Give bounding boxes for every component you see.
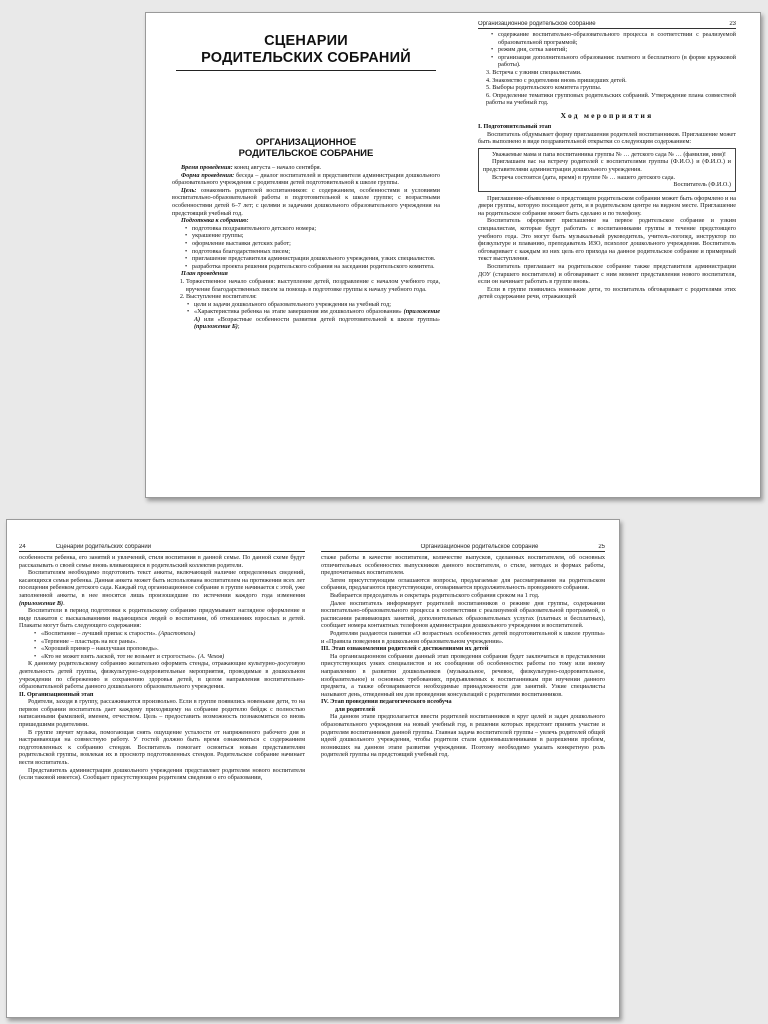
paragraph: К данному родительскому собранию желательно оформить стенды, отражающие культурно-досуговую деятельность детей группы, физкультурно-оздоровительные мероприятия, проводимые в дошкольном учреждении по сбережению и сохранению здоровья детей, в целом направления воспитательно-образовательной работы данного дошкольного образовательного учреждения.	[19, 660, 305, 691]
top-spread	[145, 12, 761, 498]
list-item: • режим дня, сетка занятий;	[498, 46, 736, 54]
running-header	[321, 544, 605, 552]
paragraph: стаже работы в качестве воспитателя, количестве выпусков, сделанных воспитателем, об основных отличительных особенностях выпускников данного воспитателя, о стиле, методах и формах работы, предпочитаемых воспитателем.	[321, 554, 605, 577]
page-23	[478, 21, 736, 301]
section-title-line-1: ОРГАНИЗАЦИОННОЕ	[255, 137, 357, 148]
paragraph: Воспитатель оформляет приглашение на первое родительское собрание и узким специалистам, которые будут работать с воспитанниками группы в течение предстоящего учебного года. Это могут быть музыкальный руководитель, учитель-логопед, инструктор по физкультуре и плаванию, преподаватель ИЗО, психолог дошкольного учреждения. Воспитатель обговаривает с каждым из них цель его прихода на данное родительское собрание и примерный текст выступления.	[478, 217, 736, 263]
stage-2-heading: II. Организационный этап	[19, 690, 94, 698]
chapter-title-line-2: РОДИТЕЛЬСКИХ СОБРАНИЙ	[201, 50, 411, 66]
goal-paragraph	[172, 187, 440, 217]
paragraph: Представитель администрации дошкольного учреждения представляет родителям нового воспитателя (если таковой имеется). Сообщает присутствующим родителям сведения о его образовании,	[19, 766, 305, 782]
list-item: • приглашение представителя администрации дошкольного учреждения, узких специалистов.	[192, 255, 440, 263]
list-item: • организация дополнительного образования: платного и бесплатного (в форме кружковой работы).	[498, 54, 736, 69]
paragraph: Если в группе появились новенькие дети, то воспитатель обговаривает с родителями этих детей содержание речи, отражающей	[478, 285, 736, 301]
list-item	[186, 293, 440, 331]
paragraph: На данном этапе предполагается ввести родителей воспитанников в круг целей и задач дошкольного образовательного учреждения на новый учебный год, в решении которых предстоит принять участие и родителям воспитанников данной группы. Главная задача воспитателей группы – увлечь родителей общей идеей дошкольного учреждения, чтобы родители стали единомышленниками в разрешении проблем, возникших на данном этапе развития учреждения. Поэтому необходимо указать конкретную роль родителей группы на предстоящий учебный год.	[321, 713, 605, 759]
running-header	[478, 21, 736, 29]
plan-heading: План проведения	[181, 270, 228, 278]
invitation-line: Уважаемые мама и папа воспитанника группы № … детского сада № … (фамилия, имя)!	[492, 150, 726, 158]
quote-author: (А. Чехов)	[197, 652, 225, 660]
appendix-ref: (приложение Б)	[194, 323, 238, 331]
stage-4-heading: IV. Этап проведения педагогического всеобуча	[321, 698, 452, 706]
quotes-list	[19, 630, 305, 660]
paragraph: Воспитатель приглашает на родительское собрание также представителя администрации ДОУ (старшего воспитателя) и обговаривает с ним момент представления нового воспитателя, если он начинает работать в группе вновь.	[478, 263, 736, 286]
plan-2-b-text: или «Возрастные особенности развития детей подготовительной к школе группы»	[200, 315, 440, 323]
paragraph: особенности ребенка, его занятий и увлечений, стиля воспитания в данной семье. По данной схеме будут рассказывать о своей семье вновь вливающиеся в родительский коллектив родители.	[19, 554, 305, 569]
list-item: • подготовка благодарственных писем;	[192, 248, 440, 256]
list-item	[41, 638, 305, 646]
paragraph: Родители, заходя в группу, рассаживаются произвольно. Если в группе появились новенькие дети, то на первом собрании воспитатель дает каждому приходящему на собрание родителю бейдж с полностью написанными фамилией, именем, отчеством. Цель – предоставить возможность познакомиться со вновь пришедшими родителями.	[19, 698, 305, 729]
paragraph-text: Воспитателям необходимо подготовить текст анкеты, включающей наличие определенных сведений, касающихся семьи ребенка. Данная анкета может быть использована воспитателем на протяжении всех лет посещения ребенком детского сада. Каждый год организационное собрание в группе начинается с этой, уже заполненной анкеты, в нее вносятся лишь произошедшие по истечении каждого года изменения	[19, 569, 305, 599]
invitation-line: Приглашаем вас на встречу родителей с воспитателями группы (Ф.И.О.) и (Ф.И.О.) и представителями администрации дошкольного учреждения.	[483, 158, 731, 173]
running-header	[19, 544, 305, 552]
list-item: • оформление выставки детских работ;	[192, 240, 440, 248]
list-item: 6. Определение тематики групповых родительских собраний. Утверждение плана совместной работы на учебный год.	[486, 91, 736, 107]
paragraph: Воспитатель обдумывает форму приглашения родителей воспитанников. Приглашение может быть выполнено в виде поздравительной открытки со следующим содержанием:	[478, 130, 736, 146]
time-paragraph	[172, 164, 440, 172]
form-value: беседа – диалог воспитателей и представителя администрации дошкольного образовательного учреждения с родителями детей подготовительной к школе группы.	[172, 171, 440, 187]
form-paragraph	[172, 172, 440, 187]
invitation-line: Встреча состоится (дата, время) в группе № … нашего детского сада.	[492, 173, 676, 181]
list-item: • разработка проекта решения родительского собрания на заседании родительского комитета.	[192, 263, 440, 271]
quote-text: «Воспитание – лучший припас к старости».	[41, 629, 159, 637]
paragraph: Приглашение-объявление о предстоящем родительском собрании может быть оформлено и на двери группы, которую посещают дети, и в родительском центре на видном месте. Приглашение на родительское собрание может быть сделано и по телефону.	[478, 194, 736, 217]
plan-2-sublist	[186, 301, 440, 331]
chapter-title-rule	[176, 70, 436, 71]
plan-2-label: Выступление воспитателя:	[186, 293, 257, 301]
list-item: • содержание воспитательно-образовательного процесса в соответствии с реализуемой образовательной программой;	[498, 31, 736, 46]
page-22	[172, 23, 440, 331]
page-25	[321, 544, 605, 759]
section-title-line-2: РОДИТЕЛЬСКОЕ СОБРАНИЕ	[238, 148, 374, 159]
paragraph: Воспитатели в период подготовки к родительскому собранию придумывают наглядное оформление в виде плакатов с высказываниями выдающихся людей о воспитании, об отношениях взрослых и детей. Плакаты могут быть следующего содержания:	[19, 607, 305, 630]
time-label: Время проведения:	[181, 164, 233, 171]
paragraph: Родителям раздаются памятки «О возрастных особенностях детей подготовительной к школе группы» и «Правила поведения в дошкольном образовательном учреждении».	[321, 629, 605, 645]
list-item: 4. Знакомство с родителями вновь пришедших детей.	[486, 76, 627, 84]
goal-label: Цель:	[181, 186, 197, 194]
list-item: • украшение группы;	[192, 232, 440, 240]
course-heading: Ход мероприятия	[560, 110, 654, 120]
quote-author: (Аристотель)	[158, 629, 196, 637]
running-head-text: Организационное родительское собрание	[478, 21, 596, 27]
running-head-text: Организационное родительское собрание	[420, 544, 539, 550]
plan-list	[172, 278, 440, 331]
form-label: Форма проведения:	[181, 171, 235, 179]
quote-text: «Хороший пример – наилучшая проповедь».	[41, 645, 159, 653]
paragraph	[19, 569, 305, 607]
list-item: • подготовка поздравительного детского номера;	[192, 225, 440, 233]
plan-2-b-end: ;	[237, 323, 240, 331]
page-number: 25	[598, 544, 605, 550]
appendix-ref: (приложение А)	[194, 308, 440, 323]
page-24	[19, 544, 305, 782]
time-value: конец августа – начало сентября.	[232, 164, 322, 171]
running-head-text: Сценарии родительских собраний	[55, 544, 152, 550]
stage-3-heading: III. Этап ознакомления родителей с достижениями их детей	[321, 645, 489, 653]
prep-heading: Подготовка к собранию:	[181, 217, 249, 225]
paragraph: На организационном собрании данный этап проведения собрания будет заключаться в представлении присутствующих узких специалистов и их сообщения об особенностях работы по тому или иному направлению в развитии дошкольников (музыкальное, речевое, физкультурно-оздоровительное, изобразительное) и основных требованиях, предъявляемых к воспитанникам при изучении данного предмета, а также обговариваются необходимые принадлежности для занятий. Узкие специалисты называют день, отведенный им для проведения консультаций с родителями воспитанников.	[321, 652, 605, 698]
page-number: 23	[729, 21, 736, 27]
list-item	[41, 630, 305, 638]
list-item: 5. Выборы родительского комитета группы.	[486, 84, 602, 92]
invitation-signature: Воспитатель (Ф.И.О.)	[673, 181, 731, 189]
invitation-box	[478, 148, 736, 192]
appendix-ref: (приложение В)	[19, 599, 64, 607]
chapter-title	[172, 33, 440, 71]
paragraph-end: .	[63, 599, 65, 607]
list-item: 1. Торжественное начало собрания: выступление детей, поздравление с началом учебного года, вручение благодарственных писем за помощь в подготовке группы к началу учебного года.	[186, 278, 440, 293]
page-number: 24	[19, 544, 26, 550]
list-item: 3. Встреча с узкими специалистами.	[486, 68, 582, 76]
paragraph: В группе звучит музыка, помогающая снять ощущение усталости от напряженного рабочего дня и настраивающая на совместную работу. У гостей должно быть время ознакомиться с содержанием подготовленных к собранию стендов. Воспитатель помогает освоиться новым представителям родительской группы, вовлекая их в просмотр подготовленных стендов. Родительское собрание начинает вести воспитатель.	[19, 728, 305, 767]
list-item	[194, 308, 440, 331]
list-item	[41, 653, 305, 661]
section-title	[172, 137, 440, 159]
list-item	[41, 645, 305, 653]
quote-text: «Терпение – пластырь на все раны».	[41, 637, 137, 645]
quote-text: «Кто не может взять лаской, тот не возьмет и строгостью».	[41, 652, 198, 660]
paragraph: Выбирается председатель и секретарь родительского собрания сроком на 1 год.	[330, 591, 540, 599]
list-item: • цели и задачи дошкольного образовательного учреждения на учебный год;	[194, 301, 440, 309]
plan-2-b-text: «Характеристика ребенка на этапе завершения им дошкольного образования»	[194, 308, 404, 316]
bottom-spread	[6, 519, 620, 1018]
goal-value: ознакомить родителей воспитанников: с содержанием, особенностями и условиями воспитательно-образовательной работы в подготовительной к школе группе; с возрастными особенностями детей 6–7 лет; с целями и задачами дошкольного образовательного учреждения на предстоящий учебный год.	[172, 186, 440, 217]
paragraph: Далее воспитатель информирует родителей воспитанников о режиме дня группы, содержании воспитательно-образовательного процесса в соответствии с реализуемой образовательной программой, о расписании развивающих занятий, дополнительных образовательных услугах (платных и бесплатных), сообщает номера контактных телефонов администрации дошкольного учреждения и воспитателей.	[321, 599, 605, 630]
stage-1-heading: I. Подготовительный этап	[478, 122, 552, 130]
chapter-title-line-1: СЦЕНАРИИ	[264, 33, 348, 49]
plan-cont-list	[478, 31, 736, 69]
paragraph: Затем присутствующим оглашаются вопросы, предлагаемые для рассматривания на родительском собрании, предлагаются присутствующие, оговаривается продолжительность проводимого собрания.	[321, 576, 605, 592]
stage-4-heading-cont: для родителей	[335, 705, 376, 713]
prep-list	[172, 225, 440, 271]
